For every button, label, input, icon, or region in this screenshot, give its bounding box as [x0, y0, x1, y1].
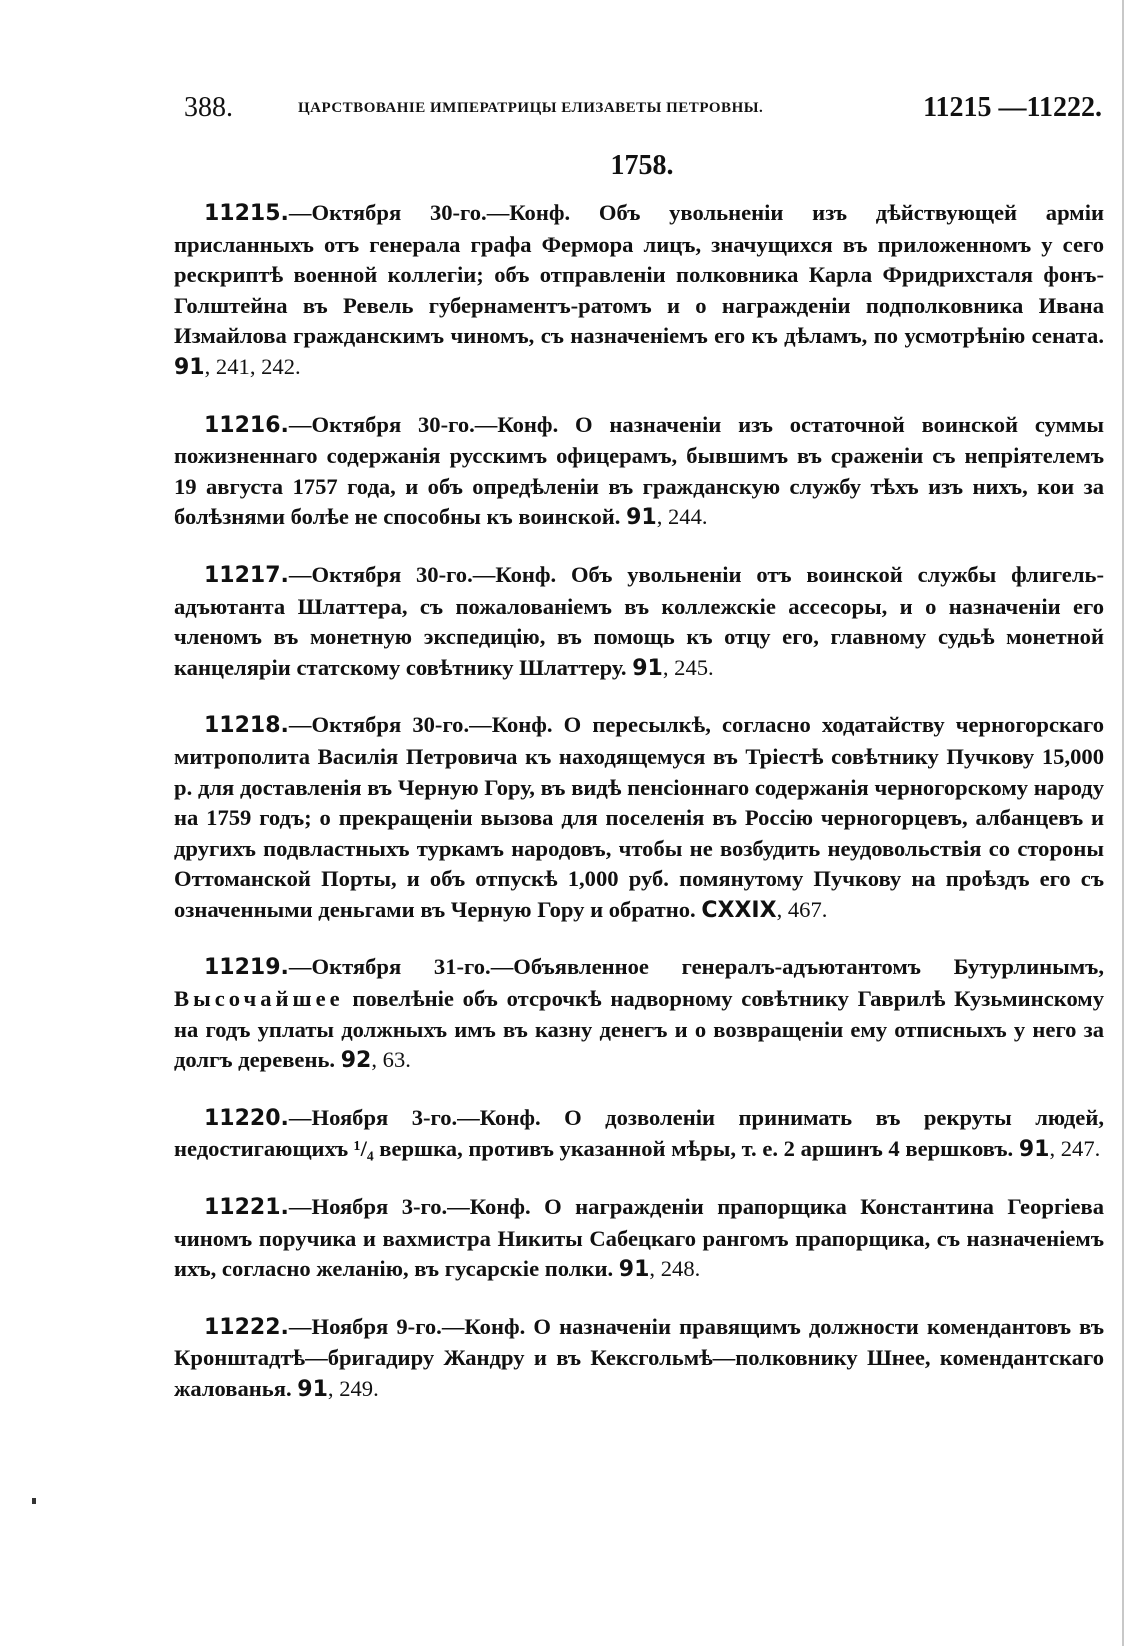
entry-text: О назначеніи правящимъ должности комендантовъ въ Кронштадтѣ—бригадиру Жандру и въ Кексгольмѣ—полковнику Шнее, комендантскаго жалованья.	[174, 1313, 1104, 1401]
source-volume: 91	[626, 505, 657, 531]
source-pages: , 467.	[776, 896, 828, 922]
entry-11220	[174, 1103, 1104, 1166]
entry-date: —Ноября 3-го.—Конф.	[288, 1104, 541, 1130]
entry-text: повелѣніе объ отсрочкѣ надворному совѣтнику Гаврилѣ Кузьминскому на годъ уплаты должныхъ имъ въ казну денегъ и о возвращеніи ему отписныхъ у него за долгъ деревень.	[174, 986, 1104, 1073]
entry-text: О дозволеніи принимать въ рекруты людей, недостигающихъ ¹/₄ вершка, противъ указанной мѣры, т. е. 2 аршинъ 4 вершковъ.	[174, 1104, 1105, 1162]
source-volume: 92	[340, 1048, 372, 1074]
entry-number: 11217.	[204, 562, 289, 588]
entry-text: Объ увольненіи изъ дѣйствующей арміи присланныхъ отъ генерала графа Фермора лицъ, значущихся въ приложенномъ у сего рескриптѣ военной коллегіи; объ отправленіи полковника Карла Фридрихсталя фонъ-Голштейна въ Ревель губернаментъ-ратомъ и о награжденіи подполковника Ивана Измайлова гражданскимъ чиномъ, съ назначеніемъ его къ дѣламъ, по усмотрѣнію сената.	[174, 200, 1104, 349]
page-edge-line	[1122, 0, 1124, 1646]
entry-11215	[174, 198, 1104, 384]
source-pages: , 245.	[662, 654, 714, 680]
entry-date: —Октября 30-го.—Конф.	[288, 200, 571, 225]
entry-date: —Октября 31-го.—Объявленное генералъ-адъютантомъ Бутурлинымъ,	[288, 954, 1104, 980]
entry-number: 11221.	[204, 1195, 289, 1221]
year-heading: 1758.	[610, 150, 674, 181]
entry-date: —Октября 30-го.—Конф.	[288, 411, 559, 437]
source-pages: , 244.	[656, 504, 708, 530]
source-pages: , 63.	[371, 1047, 411, 1073]
source-volume: 91	[174, 354, 205, 380]
entry-date: —Октября 30-го.—Конф.	[288, 561, 557, 587]
source-volume: 91	[1018, 1137, 1050, 1163]
entry-number: 11218.	[204, 713, 289, 739]
source-pages: , 241, 242.	[204, 353, 301, 379]
entry-date: —Ноября 3-го.—Конф.	[288, 1194, 531, 1220]
margin-mark	[32, 1498, 36, 1504]
page-number: 388.	[184, 92, 233, 123]
entry-11218	[174, 710, 1104, 926]
entry-date: —Ноября 9-го.—Конф.	[288, 1313, 526, 1339]
source-pages: , 248.	[649, 1256, 701, 1282]
entry-11219	[174, 952, 1104, 1076]
entry-number: 11219.	[204, 955, 289, 981]
entry-range: 11215 —11222.	[923, 92, 1102, 123]
entry-11217	[174, 560, 1104, 684]
entry-number: 11220.	[204, 1105, 289, 1131]
source-volume: 91	[297, 1377, 328, 1402]
source-volume: CXXIX	[701, 897, 777, 923]
entry-number: 11216.	[204, 412, 289, 438]
entry-11222	[174, 1312, 1104, 1406]
source-pages: , 247.	[1049, 1136, 1101, 1162]
entry-text: Объ увольненіи отъ воинской службы флигель-адъютанта Шлаттера, съ пожалованіемъ въ коллежскіе ассесоры, и о назначеніи его членомъ въ монетную экспедицію, въ помощь къ отцу его, главному судьѣ монетной канцеляріи статскому совѣтнику Шлаттеру.	[174, 561, 1104, 680]
entry-text: О назначеніи изъ остаточной воинской суммы пожизненнаго содержанія русскимъ офицерамъ, бывшимъ въ сраженіи съ непріятелемъ 19 августа 1757 года, и объ опредѣленіи въ гражданскую службу тѣхъ изъ нихъ, кои за болѣзнями болѣе не способны къ воинской.	[174, 411, 1104, 530]
source-volume: 91	[618, 1257, 650, 1283]
entry-text: О пересылкѣ, согласно ходатайству черногорскаго митрополита Василія Петровича къ находящемуся въ Тріестѣ совѣтнику Пучкову 15,000 р. для доставленія въ Черную Гору, въ видѣ пенсіоннаго содержанія черногорскому народу на 1759 годъ; о прекращеніи вызова для поселенія въ Россію черногорцевъ, албанцевъ и другихъ подвластныхъ туркамъ народовъ, чтобы не возбудить неудовольствія со стороны Оттоманской Порты, и объ отпускѣ 1,000 руб. помянутому Пучкову на проѣздъ его съ означенными деньгами въ Черную Гору и обратно.	[174, 712, 1104, 922]
entry-number: 11215.	[204, 201, 289, 226]
source-pages: , 249.	[327, 1376, 379, 1401]
entry-text-spaced: Высочайшее	[174, 986, 344, 1012]
source-volume: 91	[632, 655, 663, 681]
entries-list	[174, 198, 1104, 1432]
entry-text: О награжденіи прапорщика Константина Георгіева чиномъ поручика и вахмистра Никиты Сабецкаго рангомъ прапорщика, съ назначеніемъ ихъ, согласно желанію, въ гусарскіе полки.	[174, 1194, 1105, 1282]
entry-11216	[174, 410, 1104, 534]
running-title: ЦАРСТВОВАНІЕ ИМПЕРАТРИЦЫ ЕЛИЗАВЕТЫ ПЕТРОВНЫ.	[298, 100, 764, 116]
entry-11221	[174, 1192, 1104, 1286]
page-header	[180, 92, 1102, 132]
entry-date: —Октября 30-го.—Конф.	[288, 712, 553, 738]
entry-number: 11222.	[204, 1314, 289, 1340]
